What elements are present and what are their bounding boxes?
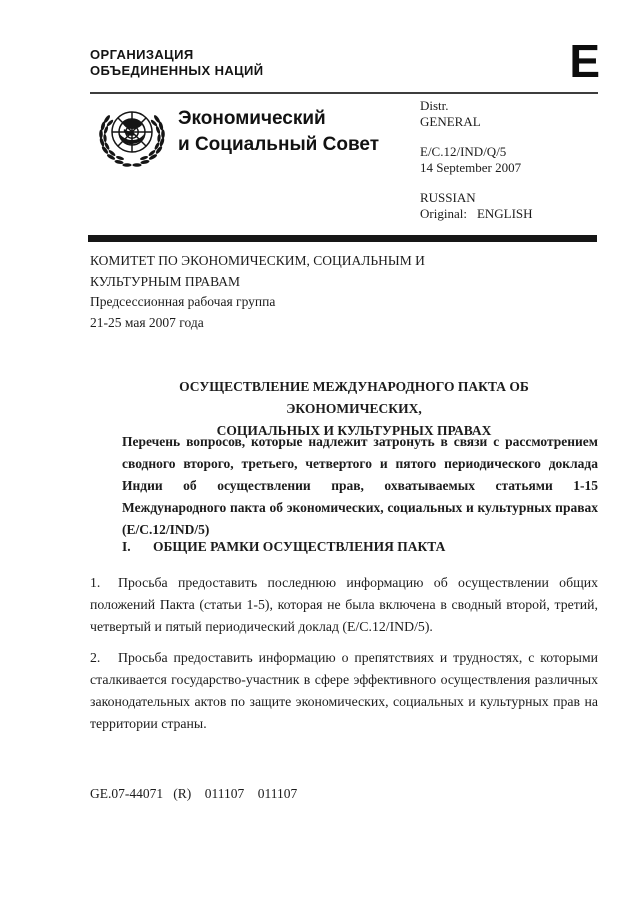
un-emblem-icon bbox=[94, 99, 170, 175]
document-language: RUSSIAN bbox=[420, 190, 476, 205]
distribution-info bbox=[420, 98, 533, 236]
document-date: 14 September 2007 bbox=[420, 160, 522, 175]
section-heading-text: ОБЩИЕ РАМКИ ОСУЩЕСТВЛЕНИЯ ПАКТА bbox=[153, 539, 446, 554]
doc-type-letter: E bbox=[569, 35, 600, 87]
council-name-line1: Экономический bbox=[178, 108, 326, 129]
document-subtitle: Перечень вопросов, которые надлежит затронуть в связи с рассмотрением сводного второго, третьего, четвертого и пятого периодического доклада Индии об осуществлении прав, охватываемых статьями 1-15 Международного пакта об экономических, социальных и культурных правах (E/C.12/IND/5) bbox=[122, 434, 598, 537]
distribution-group bbox=[420, 98, 533, 130]
paragraph-number: 1. bbox=[90, 575, 101, 590]
paragraph-text: Просьба предоставить информацию о препятствиях и трудностях, с которыми сталкивается государство-участник в сфере эффективного осуществления различных законодательных актов по защите экономических, социальных и культурных прав на территории страны. bbox=[90, 650, 598, 731]
distr-label: Distr. bbox=[420, 98, 449, 113]
organization-name-line2: ОБЪЕДИНЕННЫХ НАЦИЙ bbox=[90, 63, 264, 78]
document-title-line1: ОСУЩЕСТВЛЕНИЕ МЕЖДУНАРОДНОГО ПАКТА ОБ ЭКОНОМИЧЕСКИХ, bbox=[179, 379, 529, 416]
language-group bbox=[420, 190, 533, 222]
committee-name-line2: КУЛЬТУРНЫМ ПРАВАМ bbox=[90, 273, 241, 289]
organization-name-line1: ОРГАНИЗАЦИЯ bbox=[90, 47, 194, 62]
committee-block bbox=[90, 251, 425, 333]
council-name bbox=[178, 106, 379, 158]
paragraph bbox=[90, 572, 598, 638]
separator-bar bbox=[88, 235, 597, 242]
committee-name-line1: КОМИТЕТ ПО ЭКОНОМИЧЕСКИМ, СОЦИАЛЬНЫМ И bbox=[90, 253, 425, 268]
working-group: Предсессионная рабочая группа bbox=[90, 294, 276, 309]
organization-name bbox=[90, 47, 264, 79]
paragraph-number: 2. bbox=[90, 650, 101, 665]
section-heading bbox=[122, 536, 598, 558]
paragraph-text: Просьба предоставить последнюю информацию об осуществлении общих положений Пакта (статьи 1-5), которая не была включена в сводный второй, третий, четвертый и пятый периодический доклад (E/C.12/IND/5). bbox=[90, 575, 598, 634]
council-name-line2: и Социальный Совет bbox=[178, 134, 380, 155]
original-language bbox=[420, 206, 533, 222]
document-title-line2: СОЦИАЛЬНЫХ И КУЛЬТУРНЫХ ПРАВАХ bbox=[216, 423, 492, 438]
paragraph bbox=[90, 647, 598, 735]
original-label: Original: bbox=[420, 206, 467, 221]
header-rule bbox=[90, 92, 598, 94]
symbol-group bbox=[420, 144, 533, 176]
document-symbol: E/C.12/IND/Q/5 bbox=[420, 144, 507, 159]
session-dates: 21-25 мая 2007 года bbox=[90, 314, 204, 330]
distr-value: GENERAL bbox=[420, 114, 481, 129]
footer-reference: GE.07-44071 (R) 011107 011107 bbox=[90, 786, 298, 801]
original-value: ENGLISH bbox=[476, 206, 533, 221]
section-number: I. bbox=[122, 539, 131, 554]
